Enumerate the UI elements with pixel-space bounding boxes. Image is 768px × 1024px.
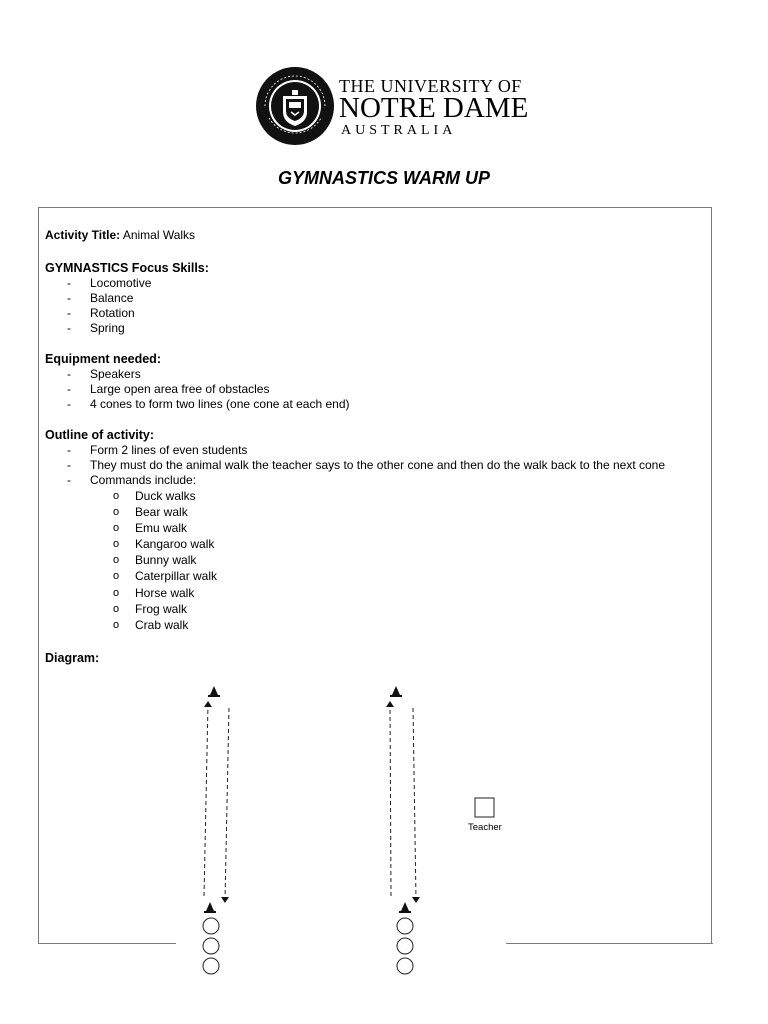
equipment-heading: Equipment needed: [45,352,161,366]
up-arrow [390,704,391,896]
activity-title-row [45,228,195,243]
cone-icon [204,902,216,913]
command-item: o Caterpillar walk [45,568,665,584]
page-title: GYMNASTICS WARM UP [277,168,490,188]
student-icon [397,938,413,954]
box-border-bottom-right [506,943,713,944]
university-logo [255,66,529,150]
focus-skills-section [45,261,209,336]
command-item: o Duck walks [45,488,665,504]
outline-section [45,428,665,633]
command-item: o Bunny walk [45,552,665,568]
university-name-line1: THE UNIVERSITY OF [339,76,522,96]
command-item: o Bear walk [45,504,665,520]
list-item: - Rotation [45,306,209,321]
list-item: - Balance [45,291,209,306]
cone-icon [208,686,220,697]
diagram-heading: Diagram: [45,651,100,665]
activity-title-label: Activity Title: [45,228,121,242]
box-border-bottom-left [38,943,176,944]
equipment-list [45,367,349,412]
cone-icon [390,686,402,697]
student-icon [397,918,413,934]
activity-diagram [176,664,506,984]
list-item: - They must do the animal walk the teacher says to the other cone and then do the walk back to the next cone [45,458,665,473]
university-name-line2: NOTRE DAME [339,92,529,124]
command-item: o Frog walk [45,601,665,617]
list-item: - 4 cones to form two lines (one cone at each end) [45,397,349,412]
teacher-icon [475,798,494,817]
down-arrow [225,708,229,900]
equipment-section [45,352,349,412]
diagram-drawing [176,664,506,984]
list-item: - Speakers [45,367,349,382]
teacher-label: Teacher [468,822,502,833]
list-item: - Commands include: [45,473,665,488]
command-item: o Kangaroo walk [45,536,665,552]
commands-list [45,488,665,633]
cone-icon [399,902,411,913]
down-arrow [413,708,416,900]
activity-title-value: Animal Walks [122,228,196,242]
diagram-section [45,651,99,666]
outline-list [45,443,665,488]
focus-skills-list [45,276,209,336]
command-item: o Emu walk [45,520,665,536]
university-name-line3: AUSTRALIA [341,123,457,138]
list-item: - Locomotive [45,276,209,291]
outline-heading: Outline of activity: [45,428,155,442]
university-seal-icon [255,66,335,146]
student-icon [397,958,413,974]
command-item: o Crab walk [45,617,665,633]
command-item: o Horse walk [45,585,665,601]
list-item: - Form 2 lines of even students [45,443,665,458]
up-arrow [204,704,208,896]
student-icon [203,958,219,974]
student-icon [203,938,219,954]
list-item: - Spring [45,321,209,336]
student-icon [203,918,219,934]
list-item: - Large open area free of obstacles [45,382,349,397]
focus-skills-heading: GYMNASTICS Focus Skills: [45,261,209,275]
